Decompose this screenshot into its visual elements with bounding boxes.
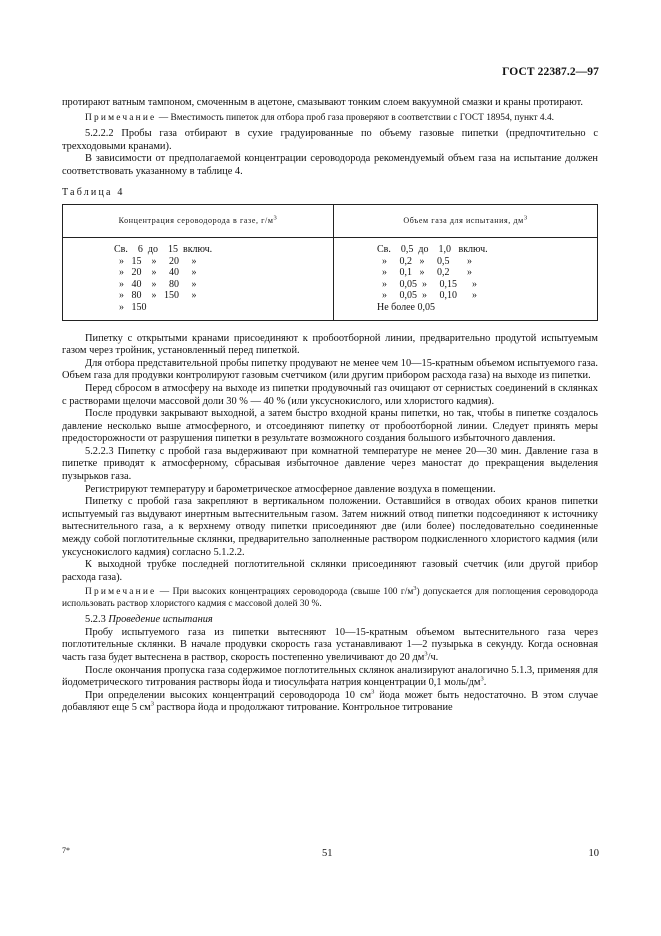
- paragraph: 5.2.2.2 Пробы газа отбирают в сухие градуированные по объему газовые пипетки (предпочтительно с трехходовыми кранами).: [62, 128, 598, 152]
- paragraph: протирают ватным тампоном, смоченным в ацетоне, смазывают тонким слоем вакуумной смазки и краны протирают.: [62, 97, 584, 108]
- footer-page-number: 51: [322, 848, 333, 859]
- paragraph: После окончания пропуска газа содержимое поглотительных склянок анализируют аналогично 5.1.3, применяя для йодометрического титрования растворы йода и тиосульфата натрия концентрации 0,1 моль/$дм^3$.: [62, 664, 598, 689]
- note-1: [62, 113, 598, 124]
- paragraph: Для отбора представительной пробы пипетку продувают не менее чем 10—15-кратным объемом испытуемого газа. Объем газа для продувки контролируют газовым счетчиком (или другим прибором расхода газа) на выходе из пипетки.: [62, 357, 598, 382]
- table-row: » 40 » 80 »: [114, 278, 197, 290]
- table-row: Св. 6 до 15 включ.: [114, 243, 213, 255]
- table-row: Св. 0,5 до 1,0 включ.: [377, 243, 488, 255]
- table-row: » 80 » 150 »: [114, 290, 197, 302]
- table-4: [62, 204, 598, 321]
- table-header-concentration: Концентрация сероводорода в газе, $г/м^3$: [63, 204, 334, 237]
- note-label: Примечание: [85, 587, 157, 598]
- paragraph: Пробу испытуемого газа из пипетки вытесняют 10—15-кратным объемом вытеснительного газа через поглотительные склянки. В начале продувки скорость газа устанавливают 1—2 пузырька в секунду. Когда основная часть газа будет вытеснена в раствор, скорость постепенно увеличивают до 20 $дм^3/ч$.: [62, 626, 598, 663]
- note-label: Примечание: [85, 112, 157, 123]
- paragraph: Перед сбросом в атмосферу на выходе из пипетки продувочный газ очищают от сернистых соединений в склянках с растворами щелочи массовой доли 30 % — 40 % (или уксуснокислого, или хлористого кадмия).: [62, 382, 598, 407]
- table-cell-concentration: [63, 237, 334, 320]
- table-row: » 0,05 » 0,10 »: [377, 290, 477, 302]
- footer-signature-mark: 7*: [62, 846, 70, 855]
- table-row: » 15 » 20 »: [114, 255, 197, 267]
- table-row: » 0,05 » 0,15 »: [377, 278, 477, 290]
- note-2: Примечание — При высоких концентрациях сероводорода (свыше 100 $г/м^3$) допускается для поглощения сероводорода использовать раствор хлористого кадмия с массовой долей 30 %.: [62, 585, 598, 609]
- table-row: » 0,1 » 0,2 »: [377, 267, 472, 279]
- table-row: Не более 0,05: [377, 301, 435, 313]
- page-header-title: ГОСТ 22387.2—97: [502, 66, 599, 78]
- section-title: Проведение испытания: [108, 614, 213, 626]
- table-cell-volume: [334, 237, 598, 320]
- paragraph: В зависимости от предполагаемой концентрации сероводорода рекомендуемый объем газа на испытание должен соответствовать указанному в таблице 4.: [62, 153, 598, 177]
- paragraph: 5.2.2.3 Пипетку с пробой газа выдерживают при комнатной температуре не менее 20—30 мин. Давление газа в пипетке приводят к атмосферному, сбрасывая избыточное давление через маностат до прекращения выделения пузырьков газа.: [62, 445, 598, 483]
- table-row: » 150: [114, 301, 147, 313]
- table-row: » 0,2 » 0,5 »: [377, 255, 472, 267]
- footer-sheet-number: 10: [588, 848, 599, 859]
- table-caption: Таблица 4: [62, 187, 125, 199]
- paragraph: Регистрируют температуру и барометрическое атмосферное давление воздуха в помещении.: [85, 483, 496, 495]
- paragraph: После продувки закрывают выходной, а затем быстро входной краны пипетки, но так, чтобы в пипетке создалось давление несколько выше атмосферного, и отсоединяют пипетку от пробоотборной линии. Следует принять меры предосторожности от разрушения пипетки в результате возможного создания большого избыточного давления.: [62, 408, 598, 445]
- document-body: [62, 97, 598, 715]
- paragraph: При определении высоких концентраций сероводорода 10 $см^3$ йода может быть недостаточно. В этом случае добавляют еще 5 $см^3$ раствора йода и продолжают титрование. Контрольное титрование: [62, 688, 598, 714]
- section-heading: 5.2.3 Проведение испытания: [85, 614, 213, 626]
- paragraph: Пипетку с пробой газа закрепляют в вертикальном положении. Оставшийся в отводах обоих кранов пипетки испытуемый газ выдувают инертным вытеснительным газом. Затем нижний отвод пипетки подсоединяют к источнику вытеснительного газа, а к верхнему отводу пипетки присоединяют две (или более) последовательно соединенные между собой поглотительные склянки, предварительно заполненные раствором подкисленного хлористого кадмия (или уксуснокислого кадмия) согласно 5.1.2.2.: [62, 496, 598, 558]
- paragraph: К выходной трубке последней поглотительной склянки присоединяют газовый счетчик (или другой прибор расхода газа).: [62, 559, 598, 583]
- note-text: — Вместимость пипеток для отбора проб газа проверяют в соответствии с ГОСТ 18954, пункт 4.4.: [156, 112, 554, 123]
- table-header-volume: Объем газа для испытания, $дм^3$: [334, 204, 598, 237]
- paragraph: Пипетку с открытыми кранами присоединяют к пробоотборной линии, предварительно продутой испытуемым газом через тройник, установленный перед пипеткой.: [62, 332, 598, 357]
- table-row: » 20 » 40 »: [114, 267, 197, 279]
